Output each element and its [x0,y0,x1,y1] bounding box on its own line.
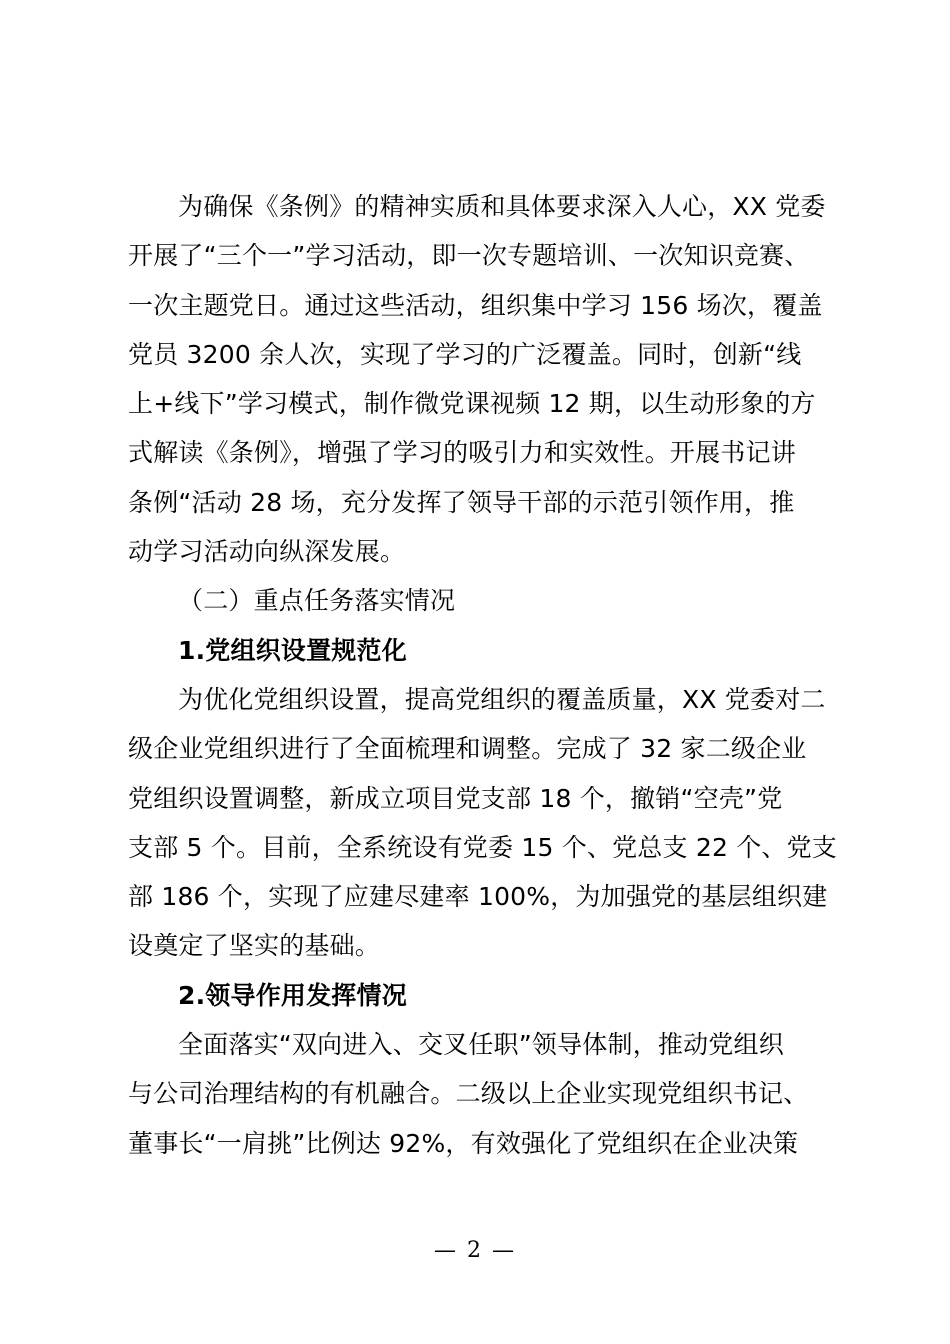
paragraph-3-line-3: 董事长“一肩挑”比例达 92%，有效强化了党组织在企业决策 [128,1128,799,1158]
paragraph-1-line-8: 动学习活动向纵深发展。 [128,537,406,567]
paragraph-1-line-7: 条例“活动 28 场，充分发挥了领导干部的示范引领作用，推 [128,487,795,517]
section-heading: （二）重点任务落实情况 [178,586,456,616]
paragraph-1-line-4: 党员 3200 余人次，实现了学习的广泛覆盖。同时，创新“线 [128,339,802,369]
page-number: — 2 — [434,1238,516,1263]
paragraph-2-line-3: 党组织设置调整，新成立项目党支部 18 个，撤销“空壳”党 [128,783,783,813]
paragraph-3-line-2: 与公司治理结构的有机融合。二级以上企业实现党组织书记、 [128,1079,809,1109]
paragraph-2-line-6: 设奠定了坚实的基础。 [128,931,381,961]
paragraph-1-line-1: 为确保《条例》的精神实质和具体要求深入人心，XX 党委 [178,192,826,221]
paragraph-2-line-5: 部 186 个，实现了应建尽建率 100%，为加强党的基层组织建 [128,882,828,912]
paragraph-3-line-1: 全面落实“双向进入、交叉任职”领导体制，推动党组织 [178,1030,784,1060]
paragraph-1-line-3: 一次主题党日。通过这些活动，组织集中学习 156 场次，覆盖 [128,290,823,320]
paragraph-1-line-6: 式解读《条例》，增强了学习的吸引力和实效性。开展书记讲 [128,438,796,468]
paragraph-2-line-4: 支部 5 个。目前，全系统设有党委 15 个、党总支 22 个、党支 [128,832,838,862]
subheading-1: 1.党组织设置规范化 [178,635,407,665]
subheading-2: 2.领导作用发挥情况 [178,980,407,1010]
paragraph-2-line-2: 级企业党组织进行了全面梳理和调整。完成了 32 家二级企业 [128,734,807,764]
paragraph-2-line-1: 为优化党组织设置，提高党组织的覆盖质量，XX 党委对二 [178,684,826,714]
document-body [128,182,836,1168]
paragraph-1-line-5: 上+线下”学习模式，制作微党课视频 12 期，以生动形象的方 [128,389,816,419]
paragraph-1-line-2: 开展了“三个一”学习活动，即一次专题培训、一次知识竞赛、 [128,241,810,271]
